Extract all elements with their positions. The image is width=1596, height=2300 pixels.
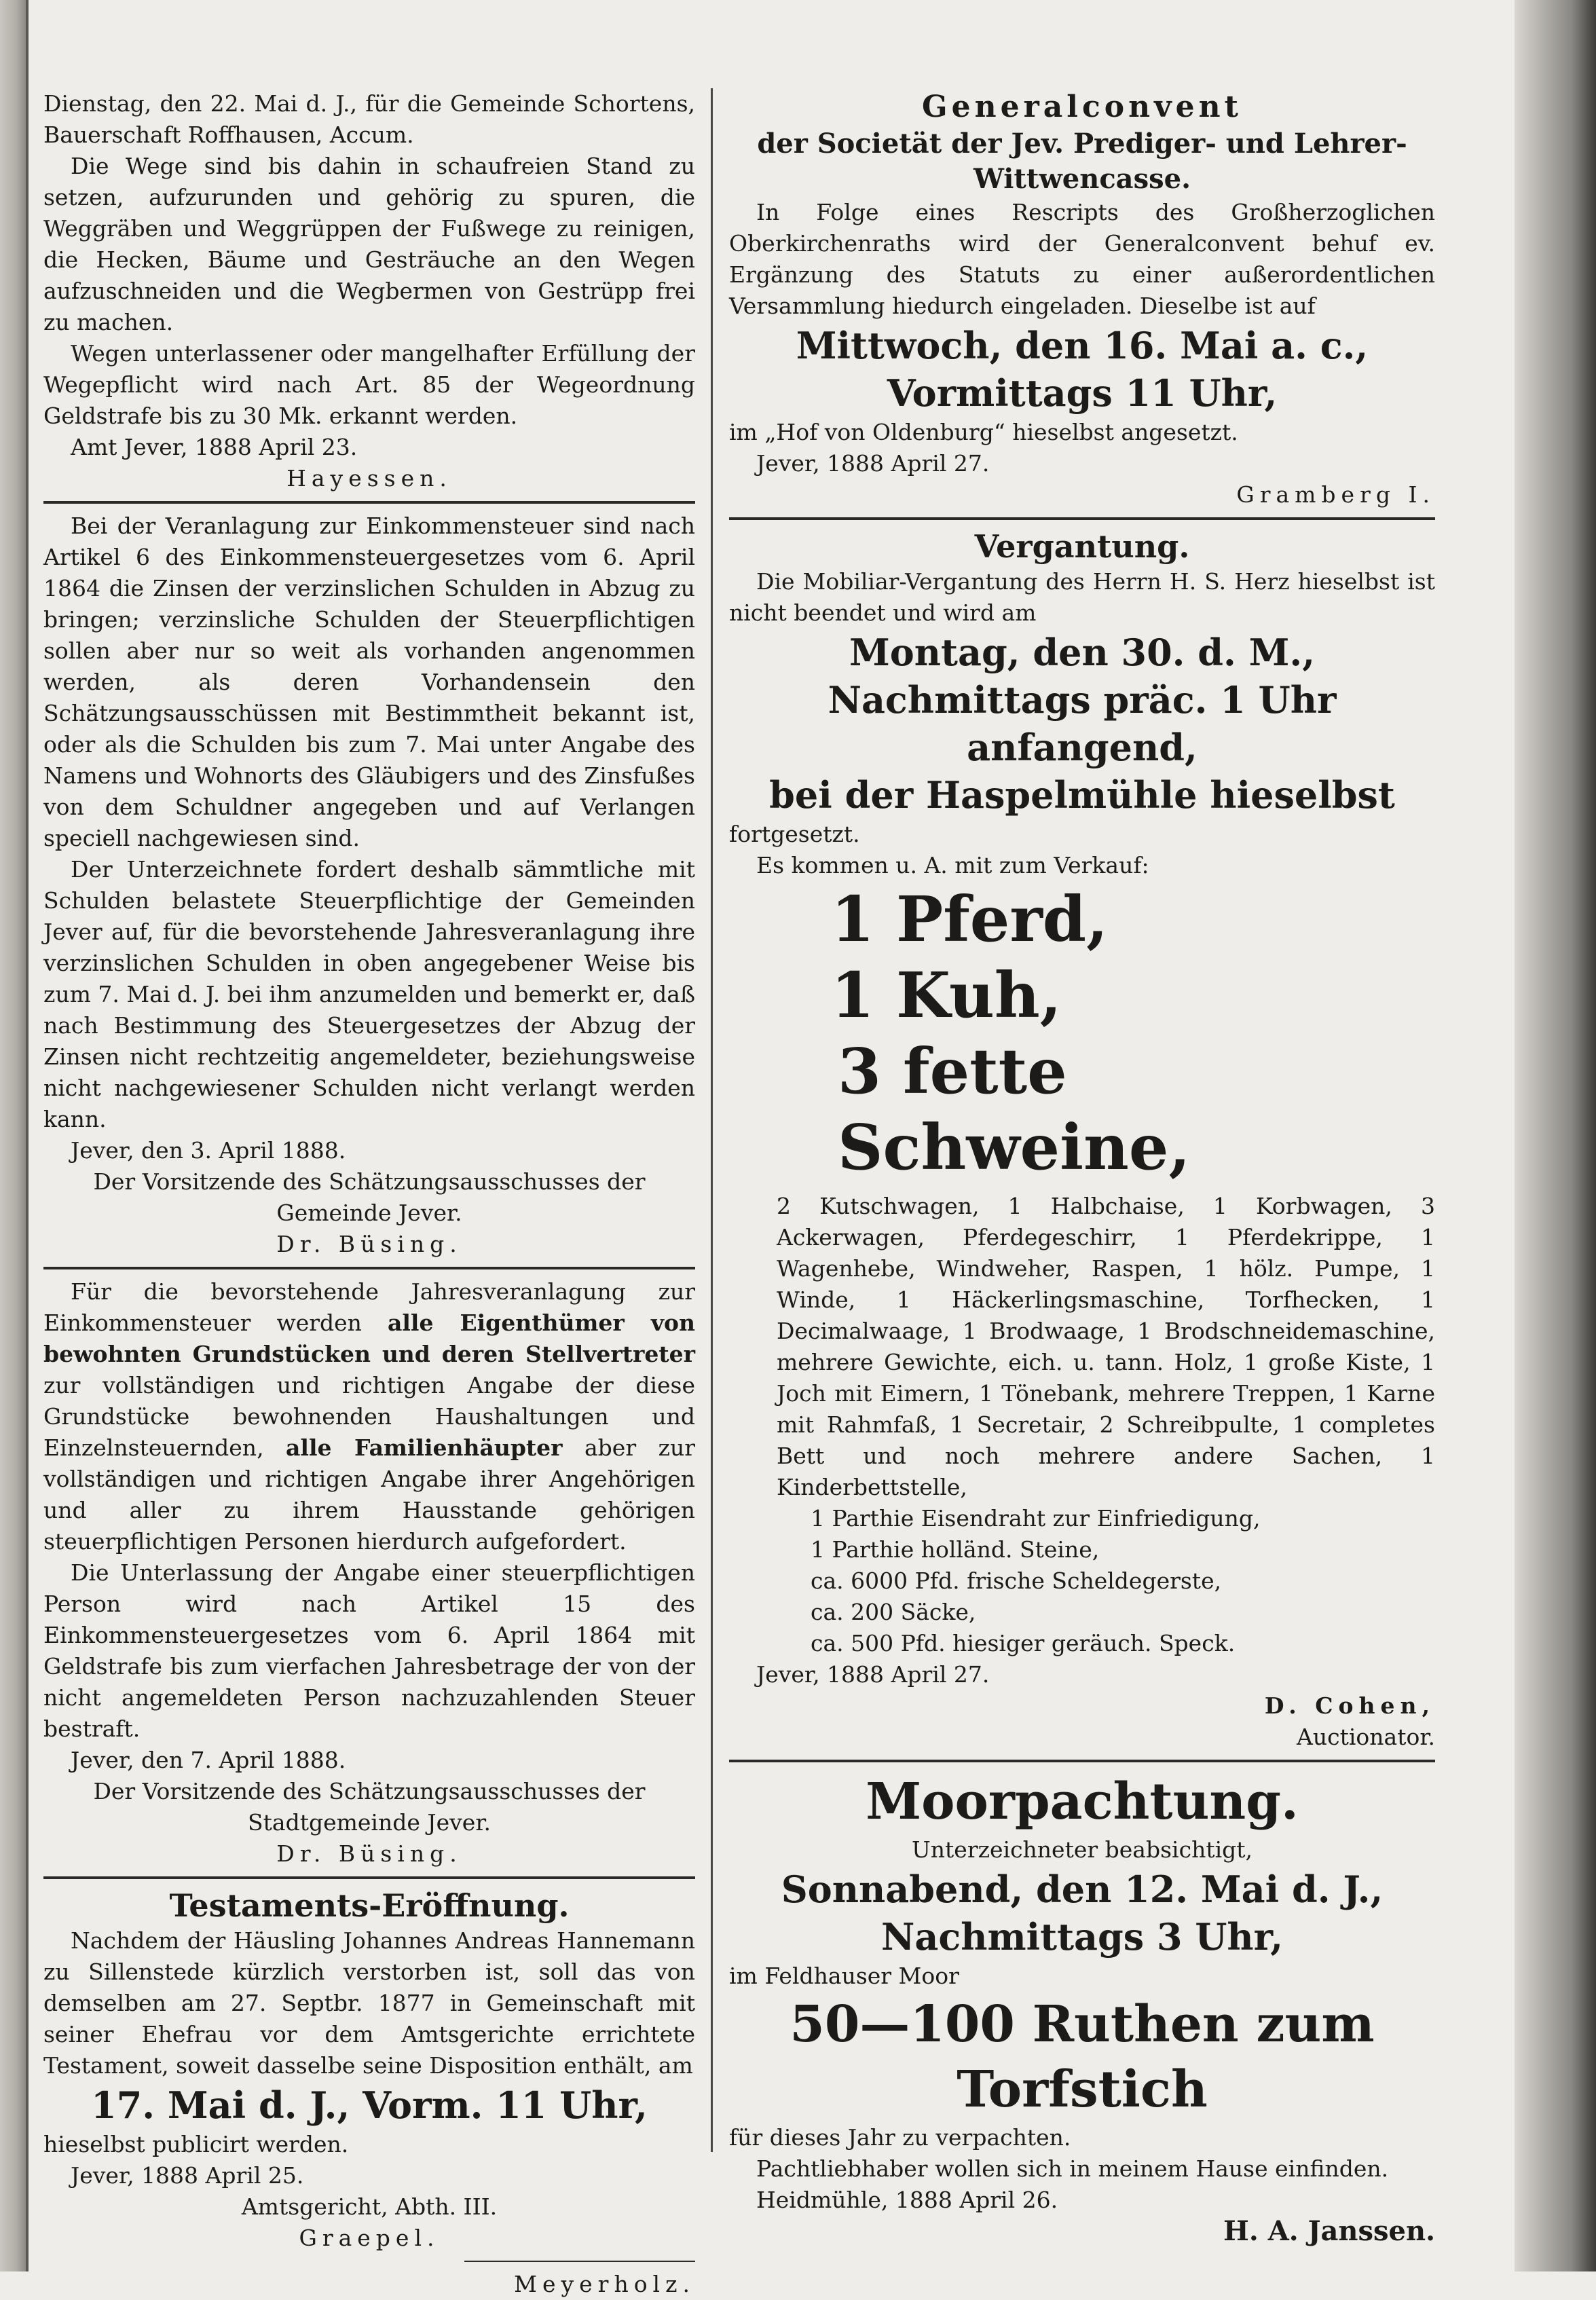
vergantung-sale-intro: Es kommen u. A. mit zum Verkauf: <box>756 852 1149 878</box>
vergantung-horse: 1 Pferd, <box>831 883 1109 956</box>
jahres-signature: Dr. Büsing. <box>276 1840 462 1867</box>
testament-date: 17. Mai d. J., Vorm. 11 Uhr, <box>91 2083 648 2127</box>
notice-steuer <box>43 511 695 1260</box>
divider <box>43 1267 695 1269</box>
jahres-text-a: Für die bevorstehende Jahresveranlagung zur Einkommensteuer werden <box>43 1278 695 1336</box>
page-fold-line <box>26 0 29 2271</box>
moor-place-date: Heidmühle, 1888 April 26. <box>756 2187 1058 2213</box>
steuer-request: Der Unterzeichnete fordert deshalb sämmtliche mit Schulden belastete Steuerpflichtige der Gemeinden Jever auf, für die bevorstehende Jahresveranlagung ihre verzinslichen Schulden in oben angegebener Weise bis zum 7. Mai d. J. bei ihm anzumelden und bemerkt er, daß nach Bestimmung des Steuergesetzes der Abzug der Zinsen nicht rechtzeitig angemeldeter, beziehungsweise nicht nachgewiesener Schulden nicht verlangt werden kann. <box>43 856 695 1132</box>
jahres-text-e: aber zur vollständigen und richtigen Angabe ihrer Angehörigen und aller zu ihrem Hausstande gehörigen steuerpflichtigen Personen hierdurch aufgefordert. <box>43 1434 695 1555</box>
convent-signature: Gramberg I. <box>1236 481 1435 508</box>
moor-torfstich: Torfstich <box>957 2060 1208 2119</box>
vergantung-item-sacks: ca. 200 Säcke, <box>811 1599 976 1625</box>
vergantung-title: Vergantung. <box>974 528 1190 565</box>
moor-date: Sonnabend, den 12. Mai d. J., <box>781 1868 1384 1911</box>
notice-wege <box>43 88 695 494</box>
vergantung-item-wire: 1 Parthie Eisendraht zur Einfriedigung, <box>811 1505 1261 1532</box>
vergantung-date: Montag, den 30. d. M., <box>849 631 1315 674</box>
vergantung-continued: fortgesetzt. <box>729 821 860 847</box>
page-gutter-left <box>0 0 26 2271</box>
convent-text: In Folge eines Rescripts des Großherzoglichen Oberkirchenraths wird der Generalconvent behuf ev. Ergänzung des Statuts zu einer außerordentlichen Versammlung hiedurch eingeladen. Dieselbe ist auf <box>729 199 1435 319</box>
convent-place-date: Jever, 1888 April 27. <box>756 450 990 477</box>
vergantung-item-barley: ca. 6000 Pfd. frische Scheldegerste, <box>811 1568 1222 1594</box>
wege-place-date: Amt Jever, 1888 April 23. <box>71 434 358 460</box>
vergantung-items: 2 Kutschwagen, 1 Halbchaise, 1 Korbwagen, 3 Ackerwagen, Pferdegeschirr, 1 Pferdekrippe, 1 Wagenhebe, Windweher, Raspen, 1 hölz. Pumpe, 1 Winde, 1 Häckerlingsmaschine, Torfhecken, 1 Decimalwaage, 1 Brodwaage, 1 Brodschneidemaschine, mehrere Gewichte, eich. u. tann. Holz, 1 große Kiste, 1 Joch mit Eimern, 1 Tönebank, mehrere Treppen, 1 Karne mit Rahmfaß, 1 Secretair, 2 Schreibpulte, 1 completes Bett und noch mehrere andere Sachen, 1 Kinderbettstelle, <box>777 1193 1435 1500</box>
page-edge-right <box>1515 0 1596 2271</box>
convent-time: Vormittags 11 Uhr, <box>887 371 1278 415</box>
notice-jahresveranlagung <box>43 1276 695 1870</box>
vergantung-role: Auctionator. <box>1297 1724 1435 1750</box>
divider <box>43 501 695 504</box>
convent-title: Generalconvent <box>922 90 1242 124</box>
vergantung-pigs: 3 fette Schweine, <box>838 1035 1191 1184</box>
divider <box>464 2261 695 2262</box>
notice-generalconvent <box>729 88 1435 511</box>
moor-location: im Feldhauser Moor <box>729 1963 959 1989</box>
vergantung-cow: 1 Kuh, <box>831 959 1062 1032</box>
notice-moorpachtung <box>729 1769 1435 2247</box>
vergantung-item-stones: 1 Parthie holländ. Steine, <box>811 1536 1100 1563</box>
testament-court: Amtsgericht, Abth. III. <box>241 2193 498 2220</box>
moor-signature: H. A. Janssen. <box>1223 2215 1435 2247</box>
vergantung-time: Nachmittags präc. 1 Uhr anfangend, <box>828 678 1337 769</box>
convent-location: im „Hof von Oldenburg“ hieselbst angesetzt. <box>729 419 1238 445</box>
steuer-chair: Der Vorsitzende des Schätzungsausschusses der Gemeinde Jever. <box>93 1168 646 1226</box>
right-column <box>729 88 1435 2247</box>
testament-place-date: Jever, 1888 April 25. <box>71 2162 304 2189</box>
left-column <box>43 88 695 2300</box>
moor-title: Moorpachtung. <box>866 1773 1299 1831</box>
divider <box>729 517 1435 520</box>
wege-signature: Hayessen. <box>286 465 452 491</box>
jahres-text-c: zur vollständigen und richtigen Angabe der diese Grundstücke bewohnenden Haushaltungen und Einzelnsteuernden, <box>43 1372 695 1461</box>
jahres-text <box>43 1276 695 1557</box>
moor-time: Nachmittags 3 Uhr, <box>880 1915 1284 1959</box>
steuer-place-date: Jever, den 3. April 1888. <box>71 1137 346 1164</box>
convent-date: Mittwoch, den 16. Mai a. c., <box>796 324 1369 367</box>
testament-publish: hieselbst publicirt werden. <box>43 2131 349 2157</box>
steuer-signature: Dr. Büsing. <box>276 1231 462 1257</box>
jahres-owners: alle Eigenthümer von bewohnten Grundstücken und deren Stellvertreter <box>43 1310 695 1367</box>
jahres-place-date: Jever, den 7. April 1888. <box>71 1747 346 1773</box>
newspaper-page <box>30 0 1515 2297</box>
notice-vergantung <box>729 527 1435 1753</box>
moor-invite: Pachtliebhaber wollen sich in meinem Hause einfinden. <box>756 2155 1389 2182</box>
testament-signature: Graepel. <box>299 2225 440 2251</box>
steuer-text: Bei der Veranlagung zur Einkommensteuer sind nach Artikel 6 des Einkommensteuergesetzes vom 6. April 1864 die Zinsen der verzinslichen Schulden in Abzug zu bringen; verzinsliche Schulden der Steuerpflichtigen sollen aber nur so weit als vorhanden angenommen werden, als deren Vorhandensein den Schätzungsausschüssen mit Bestimmtheit bekannt ist, oder als die Schulden bis zum 7. Mai unter Angabe des Namens und Wohnorts des Gläubigers und des Zinsfußes von dem Schuldner angegeben und auf Verlangen speciell nachgewiesen sind. <box>43 513 695 851</box>
divider <box>729 1760 1435 1762</box>
vergantung-place-date: Jever, 1888 April 27. <box>756 1661 990 1688</box>
testament-title: Testaments-Eröffnung. <box>169 1887 570 1924</box>
vergantung-text: Die Mobiliar-Vergantung des Herrn H. S. Herz hieselbst ist nicht beendet und wird am <box>729 568 1435 626</box>
wege-date: Dienstag, den 22. Mai d. J., für die Gemeinde Schortens, Bauerschaft Roffhausen, Accum. <box>43 90 695 148</box>
jahres-penalty: Die Unterlassung der Angabe einer steuerpflichtigen Person wird nach Artikel 15 des Einkommensteuergesetzes vom 6. April 1864 mit Geldstrafe bis zum vierfachen Jahresbetrage der von der nicht angemeldeten Person nachzuzahlenden Steuer bestraft. <box>43 1559 695 1742</box>
jahres-heads: alle Familienhäupter <box>286 1434 563 1461</box>
moor-ruthen: 50—100 Ruthen zum <box>790 1995 1375 2054</box>
notice-testament <box>43 1886 695 2254</box>
wege-text: Die Wege sind bis dahin in schaufreien Stand zu setzen, aufzurunden und gehörig zu spuren, die Weggräben und Weggrüppen der Fußwege zu reinigen, die Hecken, Bäume und Gesträuche an den Wegen aufzuschneiden und die Wegbermen von Gestrüpp frei zu machen. <box>43 153 695 335</box>
convent-subtitle: der Societät der Jev. Prediger- und Lehrer-Wittwencasse. <box>757 128 1407 195</box>
vergantung-item-bacon: ca. 500 Pfd. hiesiger geräuch. Speck. <box>811 1630 1236 1656</box>
moor-lease: für dieses Jahr zu verpachten. <box>729 2124 1071 2151</box>
divider <box>43 1876 695 1879</box>
moor-intro: Unterzeichneter beabsichtigt, <box>911 1836 1253 1863</box>
footer-signature: Meyerholz. <box>514 2271 695 2297</box>
wege-penalty: Wegen unterlassener oder mangelhafter Erfüllung der Wegepflicht wird nach Art. 85 der Wegeordnung Geldstrafe bis zu 30 Mk. erkannt werden. <box>43 340 695 429</box>
vergantung-location: bei der Haspelmühle hieselbst <box>769 773 1395 817</box>
column-rule <box>711 88 713 2152</box>
vergantung-signature: D. Cohen, <box>1264 1692 1435 1719</box>
jahres-chair: Der Vorsitzende des Schätzungsausschusses der Stadtgemeinde Jever. <box>93 1778 646 1836</box>
testament-text: Nachdem der Häusling Johannes Andreas Hannemann zu Sillenstede kürzlich verstorben ist, soll das von demselben am 27. Septbr. 1877 in Gemeinschaft mit seiner Ehefrau vor dem Amtsgerichte errichtete Testament, soweit dasselbe seine Disposition enthält, am <box>43 1927 695 2079</box>
